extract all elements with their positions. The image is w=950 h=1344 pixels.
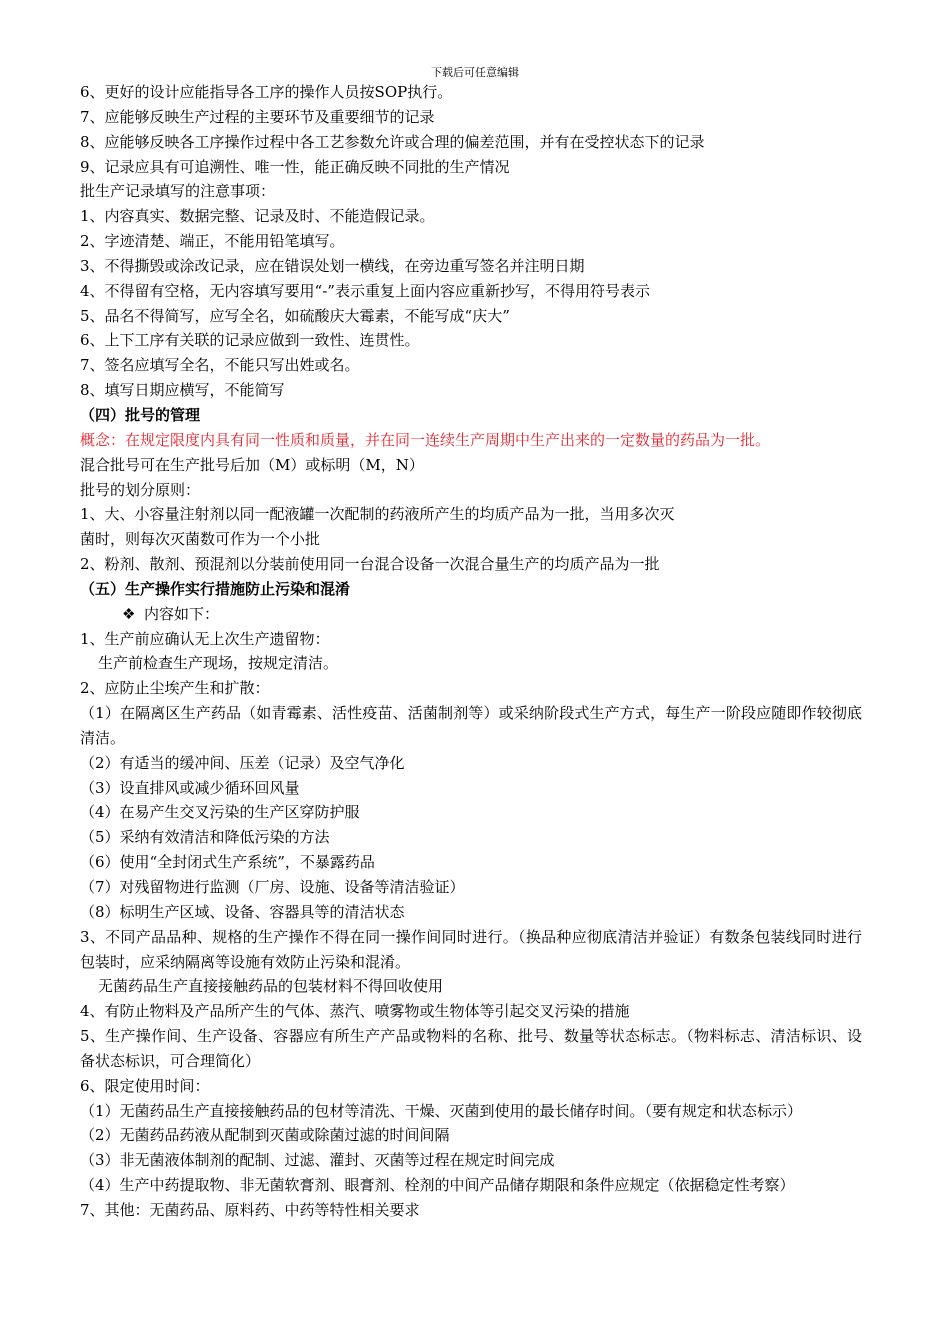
text-line: 6、更好的设计应能指导各工序的操作人员按SOP执行。 [80, 83, 453, 101]
text-line: （6）使用“全封闭式生产系统”，不暴露药品 [80, 853, 375, 872]
text-line: 2、粉剂、散剂、预混剂以分装前使用同一台混合设备一次混合量生产的均质产品为一批 [80, 555, 660, 574]
text-line: 7、应能够反映生产过程的主要环节及重要细节的记录 [80, 107, 435, 126]
paragraph: （1）无菌药品生产直接接触药品的包材等清洗、干燥、灭菌到使用的最长储存时间。（要有规定和状态标示） [80, 1101, 803, 1120]
paragraph: （1）在隔离区生产药品（如青霉素、活性疫苗、活菌制剂等）或采纳阶段式生产方式，每生产一阶段应随即作较彻底清洁。 [80, 704, 862, 747]
text-line: （5）采纳有效清洁和降低污染的方法 [80, 828, 330, 847]
text-line: 批号的划分原则： [80, 480, 201, 499]
text-line: （2）有适当的缓冲间、压差（记录）及空气净化 [80, 753, 405, 772]
text-line: 1、内容真实、数据完整、记录及时、不能造假记录。 [80, 207, 435, 226]
paragraph: 3、不同产品品种、规格的生产操作不得在同一操作间同时进行。（换品种应彻底清洁并验证）有数条包装线同时进行包装时，应采纳隔离等设施有效防止污染和混淆。 [80, 927, 862, 971]
text-line: 8、应能够反映各工序操作过程中各工艺参数允许或合理的偏差范围，并有在受控状态下的记录 [80, 132, 705, 151]
text-line: 无菌药品生产直接接触药品的包装材料不得回收使用 [98, 977, 444, 996]
text-line: 2、应防止尘埃产生和扩散： [80, 679, 270, 698]
text-line: （2）无菌药品药液从配制到灭菌或除菌过滤的时间间隔 [80, 1126, 450, 1145]
text-line: 7、其他：无菌药品、原料药、中药等特性相关要求 [80, 1200, 420, 1219]
text-line: 混合批号可在生产批号后加（M）或标明（M，N） [80, 455, 424, 474]
concept-definition: 概念：在规定限度内具有同一性质和质量，并在同一连续生产周期中生产出来的一定数量的药品为一批。 [80, 430, 771, 449]
text-line: 5、品名不得简写，应写全名，如硫酸庆大霉素，不能写成“庆大” [80, 306, 510, 325]
text-line: （3）设直排风或减少循环回风量 [80, 778, 300, 797]
section-heading: （五）生产操作实行措施防止污染和混淆 [80, 579, 351, 598]
section-heading: （四）批号的管理 [80, 405, 201, 424]
text-line: （3）非无菌液体制剂的配制、过滤、灌封、灭菌等过程在规定时间完成 [80, 1151, 555, 1170]
text-line: 生产前检查生产现场，按规定清洁。 [98, 654, 339, 673]
text-line: 4、有防止物料及产品所产生的气体、蒸汽、喷雾物或生物体等引起交叉污染的措施 [80, 1002, 630, 1021]
page-header: 下载后可任意编辑 [431, 66, 519, 79]
text-line: 菌时，则每次灭菌数可作为一个小批 [80, 530, 321, 549]
text-line: 4、不得留有空格，无内容填写要用“-”表示重复上面内容应重新抄写，不得用符号表示 [80, 281, 650, 300]
diamond-bullet-icon: ❖ [122, 604, 136, 623]
text-line: 3、不得撕毁或涂改记录，应在错误处划一横线，在旁边重写签名并注明日期 [80, 256, 585, 275]
text-line: 批生产记录填写的注意事项： [80, 182, 276, 201]
paragraph: 5、生产操作间、生产设备、容器应有所生产产品或物料的名称、批号、数量等状态标志。（物料标志、清洁标识、设备状态标识，可合理简化） [80, 1027, 862, 1070]
text-line: 9、记录应具有可追溯性、唯一性，能正确反映不同批的生产情况 [80, 157, 510, 176]
text-line: 2、字迹清楚、端正，不能用铅笔填写。 [80, 232, 345, 251]
text-line: （7）对残留物进行监测（厂房、设施、设备等清洁验证） [80, 878, 465, 896]
bullet-item [80, 602, 862, 627]
paragraph: （4）生产中药提取物、非无菌软膏剂、眼膏剂、栓剂的中间产品储存期限和条件应规定（依据稳定性考察） [80, 1176, 795, 1195]
text-line: 1、大、小容量注射剂以同一配液罐一次配制的药液所产生的均质产品为一批，当用多次灭 [80, 505, 675, 524]
text-line: 6、限定使用时间： [80, 1076, 210, 1095]
text-line: 7、签名应填写全名，不能只写出姓或名。 [80, 356, 360, 375]
text-line: 6、上下工序有关联的记录应做到一致性、连贯性。 [80, 331, 420, 350]
bullet-text: 内容如下： [144, 604, 220, 623]
document-body [80, 80, 862, 1223]
text-line: （8）标明生产区域、设备、容器具等的清洁状态 [80, 902, 405, 921]
text-line: （4）在易产生交叉污染的生产区穿防护服 [80, 803, 360, 822]
text-line: 1、生产前应确认无上次生产遗留物： [80, 629, 330, 648]
text-line: 8、填写日期应横写，不能简写 [80, 381, 285, 400]
